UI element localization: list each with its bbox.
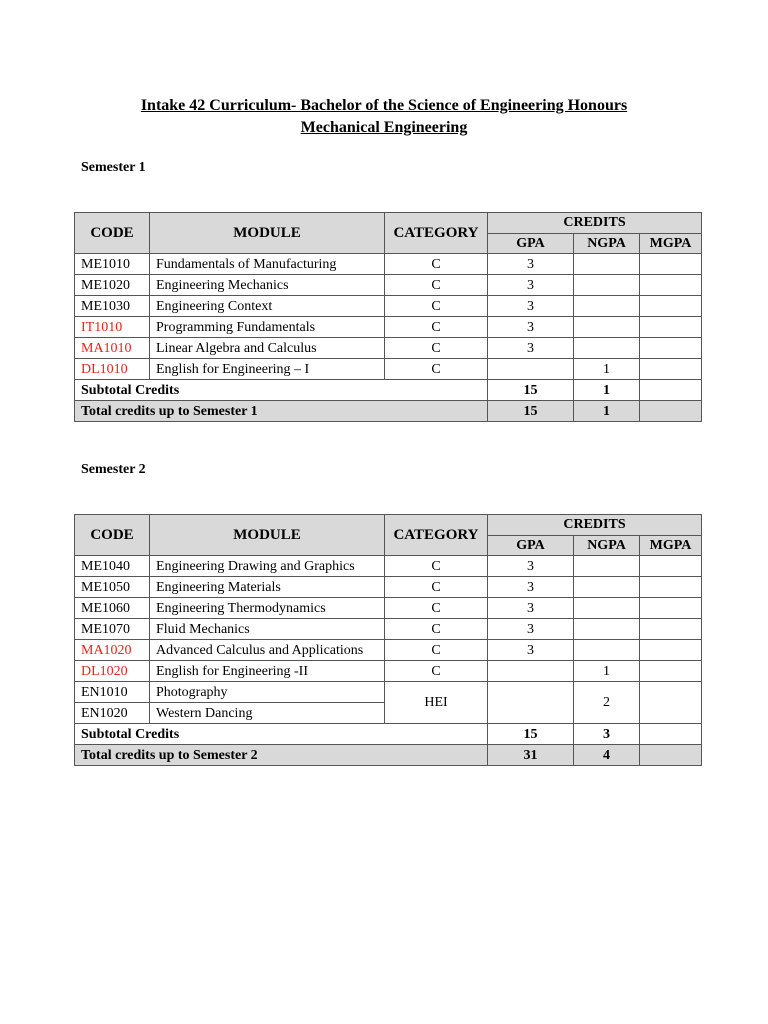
table-row	[75, 682, 702, 703]
module-category: C	[385, 577, 488, 598]
total-gpa: 15	[488, 401, 574, 422]
module-ngpa	[574, 640, 640, 661]
module-ngpa	[574, 598, 640, 619]
module-gpa: 3	[488, 640, 574, 661]
module-code: EN1020	[75, 703, 150, 724]
module-gpa: 3	[488, 338, 574, 359]
module-name: Engineering Materials	[150, 577, 385, 598]
module-mgpa	[640, 254, 702, 275]
module-gpa: 3	[488, 317, 574, 338]
module-name: Engineering Thermodynamics	[150, 598, 385, 619]
table-row	[75, 317, 702, 338]
header-gpa: GPA	[488, 233, 574, 254]
semester-2-label: Semester 2	[81, 462, 146, 477]
module-code: ME1060	[75, 598, 150, 619]
header-code: CODE	[75, 515, 150, 556]
module-ngpa	[574, 619, 640, 640]
subtotal-label: Subtotal Credits	[75, 724, 488, 745]
module-code: ME1040	[75, 556, 150, 577]
total-ngpa: 1	[574, 401, 640, 422]
module-mgpa	[640, 577, 702, 598]
subtotal-ngpa: 3	[574, 724, 640, 745]
module-category: C	[385, 275, 488, 296]
module-mgpa	[640, 359, 702, 380]
module-ngpa	[574, 317, 640, 338]
module-ngpa: 1	[574, 661, 640, 682]
subtotal-mgpa	[640, 380, 702, 401]
module-category: C	[385, 359, 488, 380]
semester-2-table	[74, 514, 702, 766]
module-code: DL1010	[75, 359, 150, 380]
module-mgpa	[640, 640, 702, 661]
table-row	[75, 619, 702, 640]
subtotal-ngpa: 1	[574, 380, 640, 401]
module-ngpa: 1	[574, 359, 640, 380]
module-code: MA1020	[75, 640, 150, 661]
total-gpa: 31	[488, 745, 574, 766]
module-mgpa	[640, 296, 702, 317]
module-ngpa	[574, 296, 640, 317]
module-category: C	[385, 296, 488, 317]
module-category: C	[385, 338, 488, 359]
module-name: Engineering Mechanics	[150, 275, 385, 296]
total-label: Total credits up to Semester 2	[75, 745, 488, 766]
module-gpa: 3	[488, 296, 574, 317]
module-mgpa	[640, 661, 702, 682]
module-mgpa	[640, 619, 702, 640]
header-ngpa: NGPA	[574, 233, 640, 254]
semester-2-rows	[75, 556, 702, 682]
table-row	[75, 640, 702, 661]
module-code: ME1010	[75, 254, 150, 275]
module-gpa: 3	[488, 556, 574, 577]
module-name: Linear Algebra and Calculus	[150, 338, 385, 359]
header-ngpa: NGPA	[574, 535, 640, 556]
semester-1-table	[74, 212, 702, 422]
module-mgpa	[640, 338, 702, 359]
document-title-line2: Mechanical Engineering	[300, 119, 468, 136]
module-name: Western Dancing	[150, 703, 385, 724]
module-code: EN1010	[75, 682, 150, 703]
module-category: C	[385, 556, 488, 577]
module-code: ME1020	[75, 275, 150, 296]
table-row	[75, 661, 702, 682]
total-mgpa	[640, 745, 702, 766]
header-category: CATEGORY	[385, 213, 488, 254]
module-category: C	[385, 317, 488, 338]
module-code: ME1070	[75, 619, 150, 640]
module-name: Engineering Context	[150, 296, 385, 317]
table-row	[75, 275, 702, 296]
module-mgpa	[640, 275, 702, 296]
header-credits: CREDITS	[488, 515, 702, 536]
module-category: C	[385, 598, 488, 619]
module-gpa	[488, 661, 574, 682]
semester-1-rows	[75, 254, 702, 380]
module-mgpa	[640, 682, 702, 724]
subtotal-gpa: 15	[488, 380, 574, 401]
module-name: Photography	[150, 682, 385, 703]
module-code: DL1020	[75, 661, 150, 682]
module-code: ME1050	[75, 577, 150, 598]
module-gpa	[488, 682, 574, 724]
document-title-line1: Intake 42 Curriculum- Bachelor of the Science of Engineering Honours	[140, 97, 628, 114]
header-module: MODULE	[150, 515, 385, 556]
semester-2-elective-group	[75, 682, 702, 724]
table-row	[75, 338, 702, 359]
module-gpa: 3	[488, 577, 574, 598]
table-row	[75, 296, 702, 317]
table-row	[75, 556, 702, 577]
header-mgpa: MGPA	[640, 233, 702, 254]
module-ngpa	[574, 254, 640, 275]
header-gpa: GPA	[488, 535, 574, 556]
module-name: Fluid Mechanics	[150, 619, 385, 640]
semester-1-total-row	[75, 401, 702, 422]
module-gpa: 3	[488, 619, 574, 640]
module-name: Programming Fundamentals	[150, 317, 385, 338]
total-mgpa	[640, 401, 702, 422]
total-ngpa: 4	[574, 745, 640, 766]
module-name: English for Engineering – I	[150, 359, 385, 380]
module-mgpa	[640, 317, 702, 338]
module-ngpa	[574, 338, 640, 359]
header-credits: CREDITS	[488, 213, 702, 234]
module-ngpa	[574, 275, 640, 296]
module-mgpa	[640, 598, 702, 619]
module-name: Engineering Drawing and Graphics	[150, 556, 385, 577]
module-gpa: 3	[488, 598, 574, 619]
table-row	[75, 254, 702, 275]
module-category: C	[385, 254, 488, 275]
header-mgpa: MGPA	[640, 535, 702, 556]
module-gpa: 3	[488, 275, 574, 296]
semester-2-subtotal-row	[75, 724, 702, 745]
subtotal-mgpa	[640, 724, 702, 745]
module-name: English for Engineering -II	[150, 661, 385, 682]
module-name: Fundamentals of Manufacturing	[150, 254, 385, 275]
module-category: C	[385, 661, 488, 682]
subtotal-label: Subtotal Credits	[75, 380, 488, 401]
module-gpa	[488, 359, 574, 380]
semester-1-label: Semester 1	[81, 160, 146, 175]
subtotal-gpa: 15	[488, 724, 574, 745]
table-row	[75, 359, 702, 380]
module-mgpa	[640, 556, 702, 577]
table-row	[75, 577, 702, 598]
module-ngpa: 2	[574, 682, 640, 724]
module-name: Advanced Calculus and Applications	[150, 640, 385, 661]
module-category: C	[385, 640, 488, 661]
module-gpa: 3	[488, 254, 574, 275]
module-category: C	[385, 619, 488, 640]
module-code: ME1030	[75, 296, 150, 317]
module-code: MA1010	[75, 338, 150, 359]
header-category: CATEGORY	[385, 515, 488, 556]
header-code: CODE	[75, 213, 150, 254]
table-row	[75, 598, 702, 619]
module-ngpa	[574, 556, 640, 577]
semester-2-total-row	[75, 745, 702, 766]
total-label: Total credits up to Semester 1	[75, 401, 488, 422]
module-ngpa	[574, 577, 640, 598]
header-module: MODULE	[150, 213, 385, 254]
semester-1-subtotal-row	[75, 380, 702, 401]
module-category: HEI	[385, 682, 488, 724]
module-code: IT1010	[75, 317, 150, 338]
